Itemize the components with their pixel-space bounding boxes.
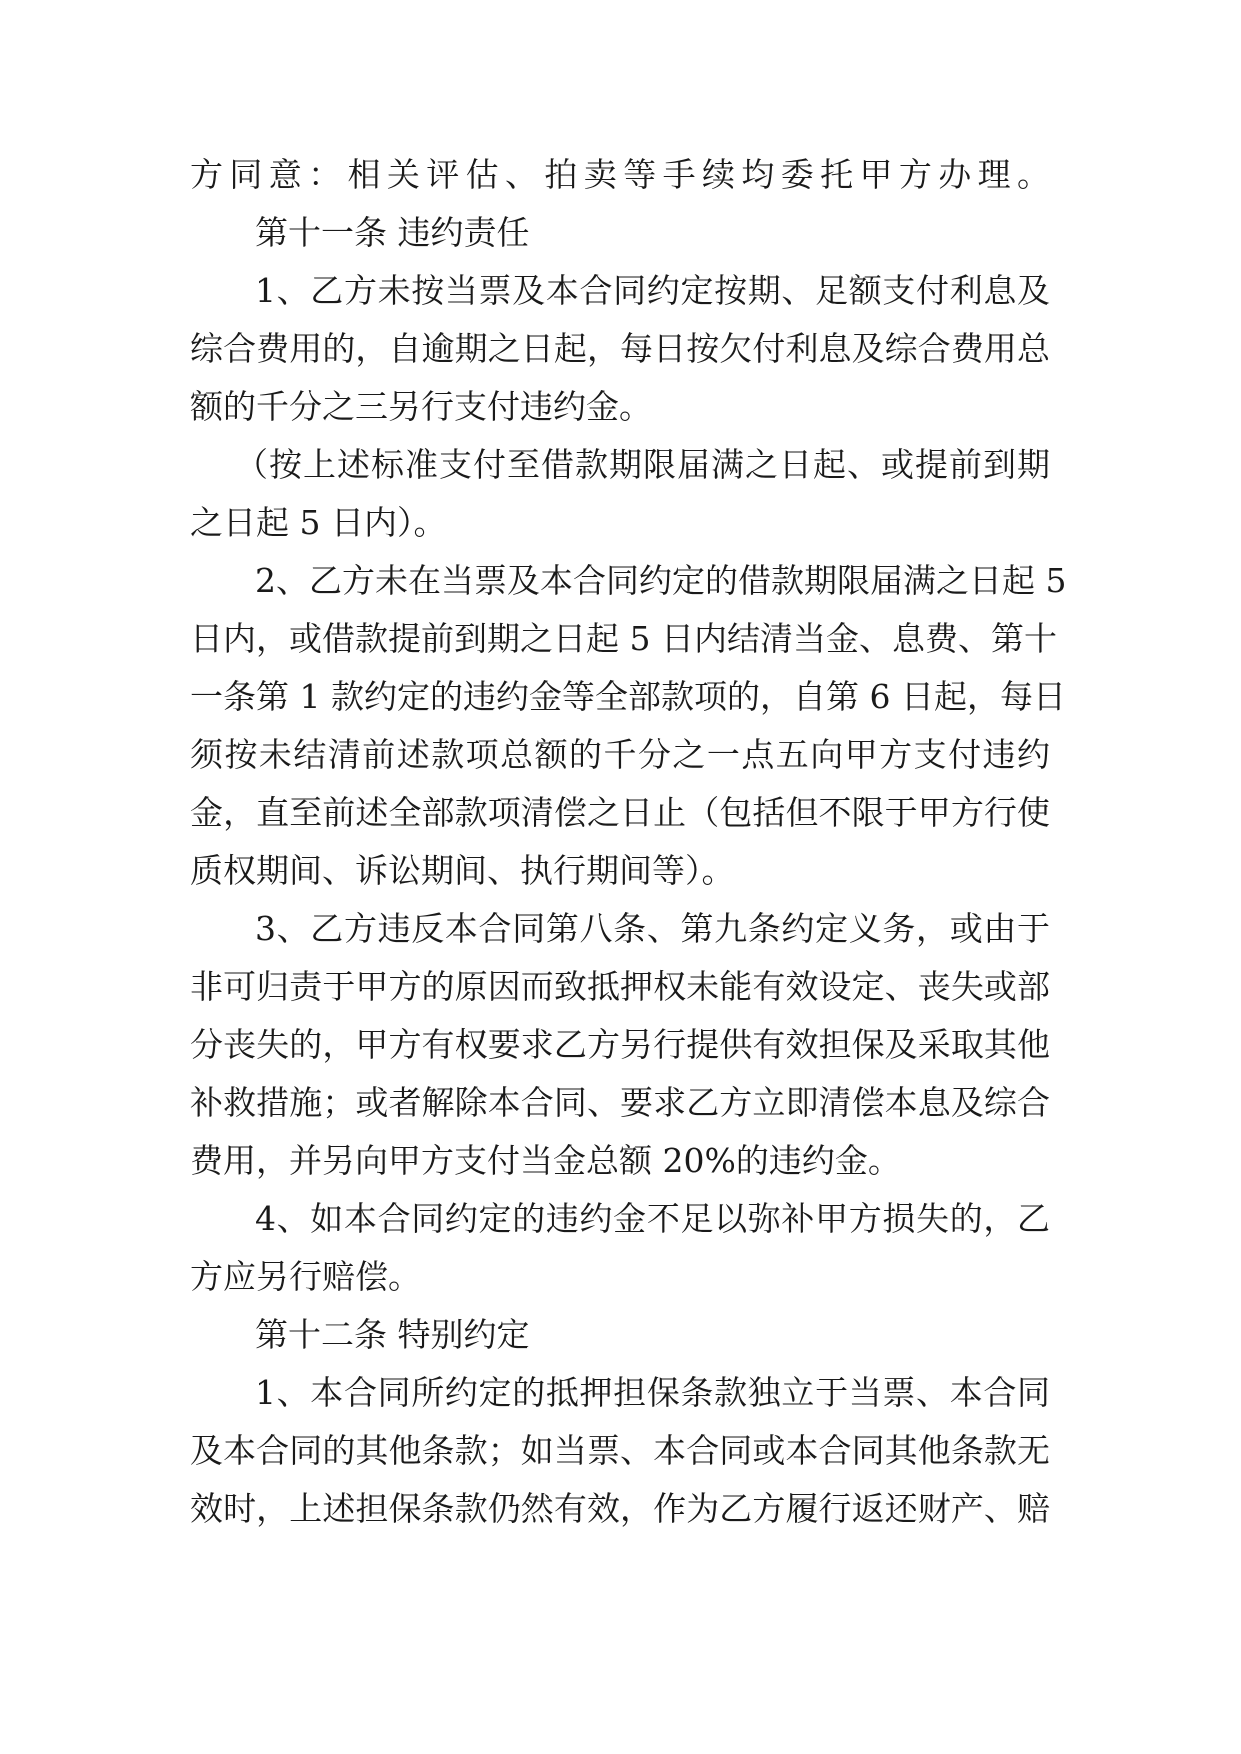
text-line: 效时，上述担保条款仍然有效，作为乙方履行返还财产、赔 [190,1489,1050,1528]
text-line: 3、乙方违反本合同第八条、第九条约定义务，或由于 [255,909,1050,948]
text-line: 之日起 5 日内）。 [190,503,447,542]
text-line: 分丧失的，甲方有权要求乙方另行提供有效担保及采取其他 [190,1025,1050,1064]
section-heading: 第十一条 违约责任 [255,213,530,252]
text-line: 须按未结清前述款项总额的千分之一点五向甲方支付违约 [190,735,1050,774]
text-line: 额的千分之三另行支付违约金。 [190,387,652,426]
text-line: 方同意：相关评估、拍卖等手续均委托甲方办理。 [190,155,1050,194]
text-line: 方应另行赔偿。 [190,1257,421,1296]
text-line: 2、乙方未在当票及本合同约定的借款期限届满之日起 5 [255,561,1067,600]
section-heading: 第十二条 特别约定 [255,1315,530,1354]
text-line: 质权期间、诉讼期间、执行期间等）。 [190,851,735,890]
text-line: 一条第 1 款约定的违约金等全部款项的，自第 6 日起，每日 [190,677,1066,716]
text-line: 费用，并另向甲方支付当金总额 20%的违约金。 [190,1141,901,1180]
text-line: 1、本合同所约定的抵押担保条款独立于当票、本合同 [255,1373,1050,1412]
text-line: 综合费用的，自逾期之日起，每日按欠付利息及综合费用总 [190,329,1050,368]
text-line: 1、乙方未按当票及本合同约定按期、足额支付利息及 [255,271,1050,310]
text-line: 非可归责于甲方的原因而致抵押权未能有效设定、丧失或部 [190,967,1050,1006]
text-line: 日内，或借款提前到期之日起 5 日内结清当金、息费、第十 [190,619,1057,658]
text-line: 及本合同的其他条款；如当票、本合同或本合同其他条款无 [190,1431,1050,1470]
text-line: 4、如本合同约定的违约金不足以弥补甲方损失的，乙 [255,1199,1050,1238]
text-line: 补救措施；或者解除本合同、要求乙方立即清偿本息及综合 [190,1083,1050,1122]
text-line: （按上述标准支付至借款期限届满之日起、或提前到期 [235,445,1050,484]
text-line: 金，直至前述全部款项清偿之日止（包括但不限于甲方行使 [190,793,1050,832]
